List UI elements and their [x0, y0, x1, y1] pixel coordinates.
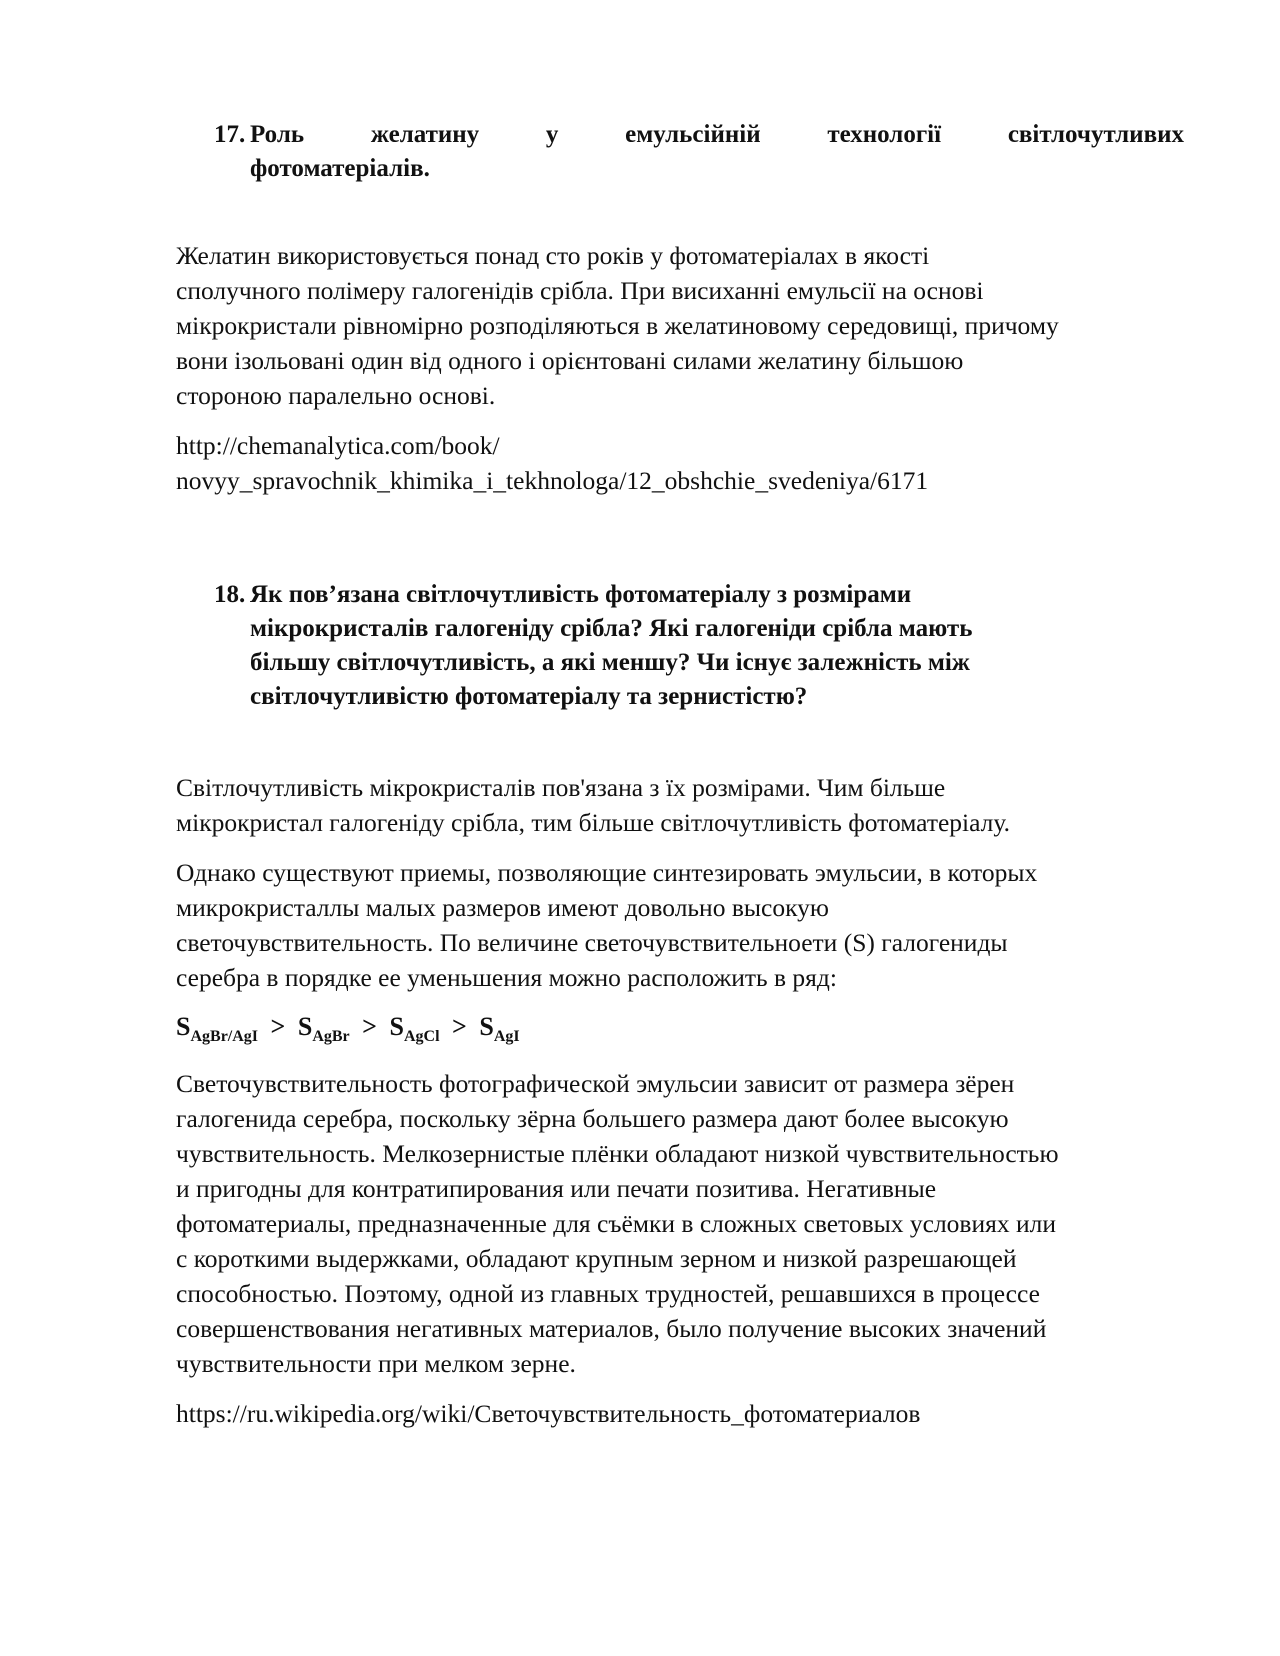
- formula-subscript: AgBr/AgI: [190, 1028, 259, 1045]
- title-line: Як пов’язана світлочутливість фотоматеріалу з розмірами: [250, 581, 912, 608]
- section-18-paragraph-2: [176, 855, 1186, 995]
- section-17-source: [176, 428, 1186, 498]
- body-line: чувствительности при мелком зерне.: [176, 1349, 576, 1378]
- sensitivity-series-formula: [176, 1010, 520, 1054]
- section-18-paragraph-1: [176, 770, 1186, 840]
- section-18-source: [176, 1396, 1186, 1431]
- formula-subscript: AgI: [493, 1028, 520, 1045]
- title-word: желатину: [370, 121, 480, 148]
- section-18-paragraph-3: [176, 1066, 1186, 1381]
- section-17-title: [250, 118, 1184, 186]
- section-17-heading: [214, 118, 1184, 186]
- section-17-number: 17.: [214, 121, 246, 148]
- formula-symbol: S: [176, 1012, 191, 1041]
- formula-symbol: S: [297, 1012, 313, 1041]
- body-line: Світлочутливість мікрокристалів пов'язана з їх розмірами. Чим більше: [176, 773, 946, 802]
- formula-subscript: AgCl: [403, 1028, 440, 1045]
- title-line: світлочутливістю фотоматеріалу та зернистістю?: [250, 683, 808, 710]
- title-word: у: [545, 121, 559, 148]
- title-word: технології: [827, 121, 942, 148]
- body-line: мікрокристали рівномірно розподіляються в желатиновому середовищі, причому: [176, 311, 1059, 340]
- formula-operator: >: [452, 1012, 467, 1041]
- title-word: емульсійній: [625, 121, 761, 148]
- source-line: http://chemanalytica.com/book/: [176, 431, 500, 460]
- section-17-body: [176, 238, 1186, 413]
- title-line: більшу світлочутливість, а які меншу? Чи існує залежність між: [250, 649, 970, 676]
- section-17-title-line2: фотоматеріалів.: [250, 155, 430, 182]
- body-line: Желатин використовується понад сто років у фотоматеріалах в якості: [176, 241, 930, 270]
- body-line: стороною паралельно основі.: [176, 381, 496, 410]
- body-line: галогенида серебра, поскольку зёрна большего размера дают более высокую: [176, 1104, 1009, 1133]
- body-line: с короткими выдержками, обладают крупным зерном и низкой разрешающей: [176, 1244, 1017, 1273]
- body-line: сполучного полімеру галогенідів срібла. При висиханні емульсії на основі: [176, 276, 984, 305]
- title-line: мікрокристалів галогеніду срібла? Які галогеніди срібла мають: [250, 615, 973, 642]
- section-18-number: 18.: [214, 581, 246, 608]
- body-line: и пригодны для контратипирования или печати позитива. Негативные: [176, 1174, 937, 1203]
- body-line: чувствительность. Мелкозернистые плёнки обладают низкой чувствительностью: [176, 1139, 1059, 1168]
- body-line: серебра в порядке ее уменьшения можно расположить в ряд:: [176, 963, 837, 992]
- formula-operator: >: [362, 1012, 377, 1041]
- body-line: микрокристаллы малых размеров имеют довольно высокую: [176, 893, 829, 922]
- body-line: светочувствительность. По величине светочувствительноети (S) галогениды: [176, 928, 1008, 957]
- body-line: Однако существуют приемы, позволяющие синтезировать эмульсии, в которых: [176, 858, 1038, 887]
- body-line: фотоматериалы, предназначенные для съёмки в сложных световых условиях или: [176, 1209, 1056, 1238]
- formula-symbol: S: [479, 1012, 494, 1041]
- section-18-title: [250, 578, 1184, 714]
- formula-subscript: AgBr: [312, 1028, 350, 1045]
- section-17-title-line1: [250, 118, 1184, 152]
- body-line: совершенствования негативных материалов, было получение высоких значений: [176, 1314, 1047, 1343]
- formula-operator: >: [270, 1012, 286, 1041]
- source-line: https://ru.wikipedia.org/wiki/Светочувствительность_фотоматериалов: [176, 1399, 921, 1428]
- source-line: novyy_spravochnik_khimika_i_tekhnologa/12_obshchie_svedeniya/6171: [176, 466, 929, 495]
- body-line: мікрокристал галогеніду срібла, тим більше світлочутливість фотоматеріалу.: [176, 808, 1010, 837]
- body-line: способностью. Поэтому, одной из главных трудностей, решавшихся в процессе: [176, 1279, 1040, 1308]
- body-line: вони ізольовані один від одного і орієнтовані силами желатину більшою: [176, 346, 964, 375]
- title-word: Роль: [250, 121, 305, 148]
- body-line: Светочувствительность фотографической эмульсии зависит от размера зёрен: [176, 1069, 1015, 1098]
- formula-symbol: S: [389, 1012, 404, 1041]
- section-18-heading: [214, 578, 1184, 714]
- title-word: світлочутливих: [1007, 121, 1184, 148]
